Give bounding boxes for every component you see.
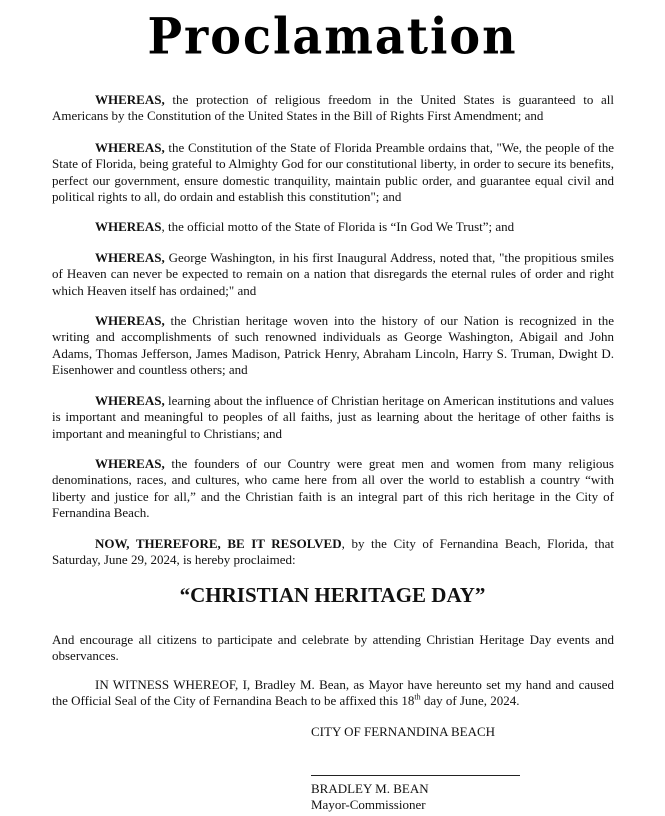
- city-name: CITY OF FERNANDINA BEACH: [311, 724, 496, 739]
- paragraph-lead: WHEREAS: [95, 219, 162, 234]
- whereas-paragraph-2: [52, 140, 614, 205]
- paragraph-text: the protection of religious freedom in the United States is guaranteed to all Americans by the Constitution of the United States in the Bill of Rights First Amendment; and: [52, 92, 614, 124]
- whereas-paragraph-1: [52, 92, 614, 125]
- signer-role: Mayor-Commissioner: [311, 797, 426, 812]
- whereas-paragraph-7: [52, 456, 614, 521]
- paragraph-text: the Constitution of the State of Florida Preamble ordains that, "We, the people of the State of Florida, being grateful to Almighty God for our constitutional liberty, in order to secure its benefits, perfect our government, ensure domestic tranquility, maintain public order, and guarantee equal civil and political rights to all, do ordain and establish this constitution"; and: [52, 140, 614, 204]
- paragraph-text: George Washington, in his first Inaugural Address, noted that, "the propitious smiles of Heaven can never be expected to remain on a nation that disregards the eternal rules of order and right which Heaven itself has ordained;" and: [52, 250, 614, 298]
- proclaimed-day-title: “CHRISTIAN HERITAGE DAY”: [179, 583, 486, 607]
- paragraph-lead: WHEREAS,: [95, 250, 165, 265]
- paragraph-lead: WHEREAS,: [95, 140, 165, 155]
- signer-name: BRADLEY M. BEAN: [311, 781, 429, 796]
- whereas-paragraph-6: [52, 393, 614, 442]
- paragraph-text: , by the City of Fernandina Beach, Florida, that Saturday, June 29, 2024, is hereby proclaimed:: [52, 536, 614, 568]
- whereas-paragraph-4: [52, 250, 614, 299]
- ordinal-suffix: th: [414, 692, 421, 702]
- document-title: Proclamation: [147, 6, 518, 66]
- witness-text-end: day of June, 2024.: [420, 693, 520, 709]
- paragraph-text: , the official motto of the State of Florida is “In God We Trust”; and: [161, 219, 515, 234]
- paragraph-lead: WHEREAS,: [95, 313, 165, 328]
- paragraph-lead: WHEREAS,: [95, 456, 165, 471]
- paragraph-lead: WHEREAS,: [95, 393, 165, 408]
- paragraph-lead: WHEREAS,: [95, 92, 165, 107]
- paragraph-text: the founders of our Country were great men and women from many religious denominations, races, and cultures, who came here from all over the world to establish a country “with liberty and justice for all,” and the Christian faith is an integral part of this rich heritage in the City of Fernandina Beach.: [52, 456, 614, 520]
- signature-line: [311, 775, 520, 776]
- whereas-paragraph-5: [52, 313, 614, 378]
- witness-paragraph: [52, 677, 614, 710]
- encourage-paragraph: And encourage all citizens to participate and celebrate by attending Christian Heritage Day events and observances.: [52, 632, 614, 664]
- whereas-paragraph-3: [52, 219, 614, 235]
- paragraph-text: learning about the influence of Christian heritage on American institutions and values is important and meaningful to peoples of all faiths, just as learning about the heritage of other faiths is important and meaningful to Christians; and: [52, 393, 614, 441]
- paragraph-text: the Christian heritage woven into the history of our Nation is recognized in the writing and accomplishments of such renowned individuals as George Washington, Abigail and John Adams, Thomas Jefferson, James Madison, Patrick Henry, Abraham Lincoln, Harry S. Truman, Dwight D. Eisenhower and countless others; and: [52, 313, 614, 377]
- resolved-paragraph: [52, 536, 614, 569]
- witness-text: IN WITNESS WHEREOF, I, Bradley M. Bean, as Mayor have hereunto set my hand and caused the Official Seal of the City of Fernandina Beach to be affixed this 18: [52, 677, 614, 709]
- paragraph-lead: NOW, THEREFORE, BE IT RESOLVED: [95, 536, 342, 551]
